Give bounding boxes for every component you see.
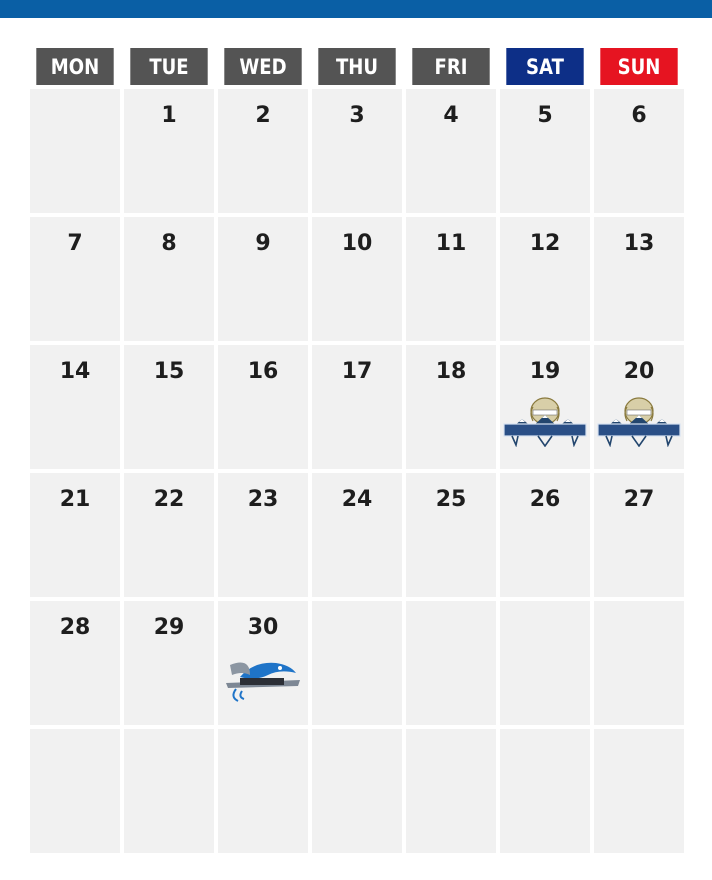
day-number: 10 (341, 231, 373, 256)
day-number: 12 (529, 231, 561, 256)
day-number: 2 (255, 103, 271, 128)
day-cell-sun[interactable] (594, 729, 684, 853)
day-cell-tue[interactable] (124, 729, 214, 853)
day-cell-thu[interactable] (312, 601, 402, 725)
day-cell-tue[interactable] (124, 473, 214, 597)
day-number: 16 (247, 359, 279, 384)
day-cell-tue[interactable] (124, 217, 214, 341)
brave-warriors-logo[interactable] (502, 397, 588, 447)
day-number: 30 (247, 615, 279, 640)
day-number: 20 (623, 359, 655, 384)
day-cell-mon[interactable] (30, 473, 120, 597)
day-cell-wed[interactable] (218, 473, 308, 597)
day-number: 19 (529, 359, 561, 384)
day-cell-wed[interactable] (218, 729, 308, 853)
day-number: 29 (153, 615, 185, 640)
day-number: 28 (59, 615, 91, 640)
day-cell-sat[interactable] (500, 729, 590, 853)
day-number: 11 (435, 231, 467, 256)
weekday-header-fri: FRI (412, 48, 489, 85)
day-cell-tue[interactable] (124, 345, 214, 469)
day-cell-mon[interactable] (30, 345, 120, 469)
day-cell-fri[interactable] (406, 217, 496, 341)
day-cell-mon[interactable] (30, 601, 120, 725)
day-cell-wed[interactable] (218, 217, 308, 341)
day-number: 15 (153, 359, 185, 384)
day-number: 25 (435, 487, 467, 512)
day-cell-sun[interactable] (594, 217, 684, 341)
dolphin-team-logo[interactable] (220, 653, 306, 703)
weekday-header-mon: MON (36, 48, 113, 85)
day-cell-sat[interactable] (500, 601, 590, 725)
day-cell-fri[interactable] (406, 89, 496, 213)
calendar (30, 48, 684, 853)
day-number: 8 (161, 231, 177, 256)
day-number: 24 (341, 487, 373, 512)
day-number: 3 (349, 103, 365, 128)
weekday-header-sat: SAT (506, 48, 583, 85)
day-number: 26 (529, 487, 561, 512)
day-cell-thu[interactable] (312, 217, 402, 341)
week-row (30, 473, 684, 597)
day-cell-fri[interactable] (406, 345, 496, 469)
week-row (30, 601, 684, 725)
day-cell-sun[interactable] (594, 473, 684, 597)
day-cell-sun[interactable] (594, 345, 684, 469)
day-cell-sat[interactable] (500, 345, 590, 469)
day-number: 22 (153, 487, 185, 512)
day-number: 18 (435, 359, 467, 384)
day-cell-sun[interactable] (594, 89, 684, 213)
day-cell-sat[interactable] (500, 473, 590, 597)
week-row (30, 217, 684, 341)
weekday-header-row (30, 48, 684, 85)
day-number: 14 (59, 359, 91, 384)
day-cell-wed[interactable] (218, 345, 308, 469)
day-cell-fri[interactable] (406, 601, 496, 725)
day-cell-sun[interactable] (594, 601, 684, 725)
weekday-header-sun: SUN (600, 48, 677, 85)
day-cell-thu[interactable] (312, 473, 402, 597)
day-cell-tue[interactable] (124, 601, 214, 725)
day-number: 5 (537, 103, 553, 128)
day-number: 7 (67, 231, 83, 256)
day-number: 1 (161, 103, 177, 128)
week-row (30, 729, 684, 853)
week-row (30, 89, 684, 213)
day-cell-mon[interactable] (30, 217, 120, 341)
day-cell-wed[interactable] (218, 89, 308, 213)
day-cell-sat[interactable] (500, 217, 590, 341)
day-cell-mon[interactable] (30, 89, 120, 213)
day-number: 13 (623, 231, 655, 256)
day-cell-wed[interactable] (218, 601, 308, 725)
day-number: 4 (443, 103, 459, 128)
day-number: 21 (59, 487, 91, 512)
day-cell-sat[interactable] (500, 89, 590, 213)
day-cell-fri[interactable] (406, 729, 496, 853)
calendar-grid (30, 89, 684, 853)
day-cell-mon[interactable] (30, 729, 120, 853)
day-cell-fri[interactable] (406, 473, 496, 597)
day-number: 27 (623, 487, 655, 512)
week-row (30, 345, 684, 469)
weekday-header-wed: WED (224, 48, 301, 85)
day-number: 6 (631, 103, 647, 128)
day-cell-thu[interactable] (312, 345, 402, 469)
day-cell-thu[interactable] (312, 89, 402, 213)
day-cell-tue[interactable] (124, 89, 214, 213)
day-number: 23 (247, 487, 279, 512)
brave-warriors-logo[interactable] (596, 397, 682, 447)
day-cell-thu[interactable] (312, 729, 402, 853)
top-banner (0, 0, 712, 18)
weekday-header-thu: THU (318, 48, 395, 85)
weekday-header-tue: TUE (130, 48, 207, 85)
day-number: 17 (341, 359, 373, 384)
day-number: 9 (255, 231, 271, 256)
